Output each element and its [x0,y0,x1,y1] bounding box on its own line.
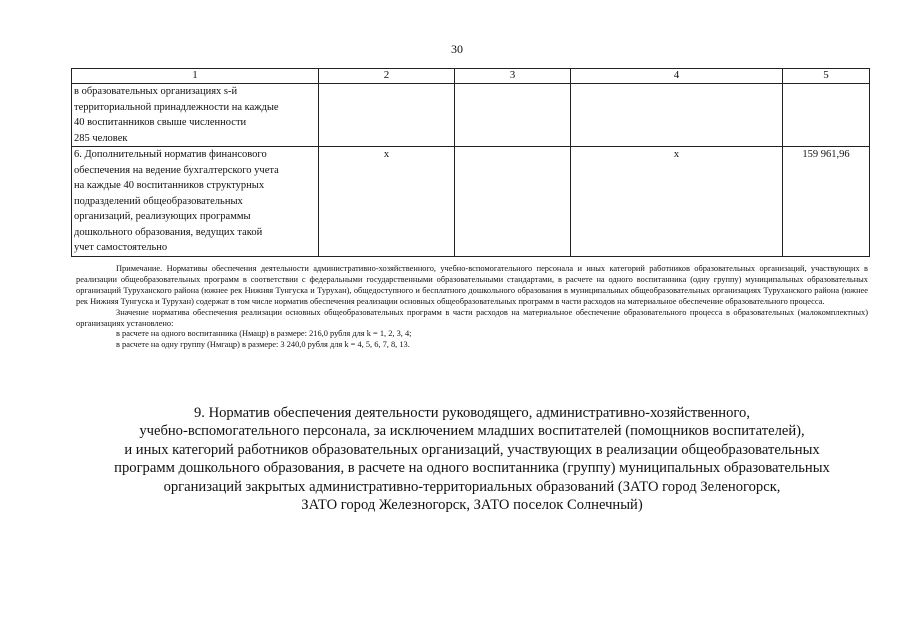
table-header-cell: 2 [319,69,455,84]
heading-line: организаций закрытых административно-территориальных образований (ЗАТО город Зеленогорск, [163,478,781,495]
cell-text-line: обеспечения на ведение бухгалтерского учета [74,164,279,176]
heading-line: программ дошкольного образования, в расчете на одного воспитанника (группу) муниципальных образовательных [114,460,830,477]
cell-text-line: подразделений общеобразовательных [74,195,243,207]
table-header-cell: 1 [72,69,319,84]
table-cell-description [72,84,319,147]
note-block [76,264,868,351]
table-cell-value: 159 961,96 [783,147,870,257]
table-cell: x [571,147,783,257]
data-table [71,68,870,257]
table-cell [571,84,783,147]
table-cell [455,84,571,147]
cell-text-line: учет самостоятельно [74,242,168,253]
table-cell: x [319,147,455,257]
cell-text-line: территориальной принадлежности на каждые [74,101,279,113]
cell-text-line: 40 воспитанников свыше численности [74,117,247,128]
table-cell-description [72,147,319,257]
cell-text-line: 6. Дополнительный норматив финансового [74,149,267,160]
table-row [72,84,870,147]
note-list-item: в расчете на одну группу (Нмгацр) в размере: 3 240,0 рубля для k = 4, 5, 6, 7, 8, 13. [116,340,410,350]
table-cell [783,84,870,147]
note-paragraph: Примечание. Нормативы обеспечения деятельности административно-хозяйственного, учебно-вспомогательного персонала и иных категорий работников образовательных организаций, участвующих в реализации общеобразовательных программ в соответствии с федеральными государственными образовательными стандартами, в расчете на одного воспитанника (одну группу) муниципальных образовательных организаций Туруханского района (южнее рек Нижняя Тунгуска и Турухан), общедоступного и бесплатного дошкольного образования в муниципальных общеобразовательных организациях Туруханского района (южнее рек Нижняя Тунгуска и Турухан) содержат в том числе норматив обеспечения реализации основных общеобразовательных программ в части расходов на материальное обеспечение образовательного процесса. [76,264,868,306]
table-header-row [72,69,870,84]
page-number: 30 [451,42,463,56]
heading-line: 9. Норматив обеспечения деятельности руководящего, административно-хозяйственного, [193,405,750,421]
cell-text-line: 285 человек [74,132,128,144]
section-heading [76,404,868,514]
table-header-cell: 3 [455,69,571,84]
cell-text-line: дошкольного образования, ведущих такой [74,226,263,238]
table-cell [455,147,571,257]
cell-text-line: на каждые 40 воспитанников структурных [74,180,265,191]
table-header-cell: 5 [783,69,870,84]
note-paragraph: Значение норматива обеспечения реализации основных общеобразовательных программ в части расходов на материальное обеспечение образовательного процесса в образовательных (малокомплектных) организациях установлено: [76,307,868,328]
table-cell [319,84,455,147]
table-header-cell: 4 [571,69,783,84]
cell-text-line: в образовательных организациях s-й [74,86,238,97]
cell-text-line: организаций, реализующих программы [74,211,251,222]
table-row [72,147,870,257]
heading-line: ЗАТО город Железногорск, ЗАТО поселок Солнечный) [301,497,643,514]
heading-line: и иных категорий работников образовательных организаций, участвующих в реализации общеобразовательных [124,441,820,458]
heading-line: учебно-вспомогательного персонала, за исключением младших воспитателей (помощников воспитателей), [139,423,805,440]
note-list-item: в расчете на одного воспитанника (Нмацр) в размере: 216,0 рубля для k = 1, 2, 3, 4; [116,329,412,339]
